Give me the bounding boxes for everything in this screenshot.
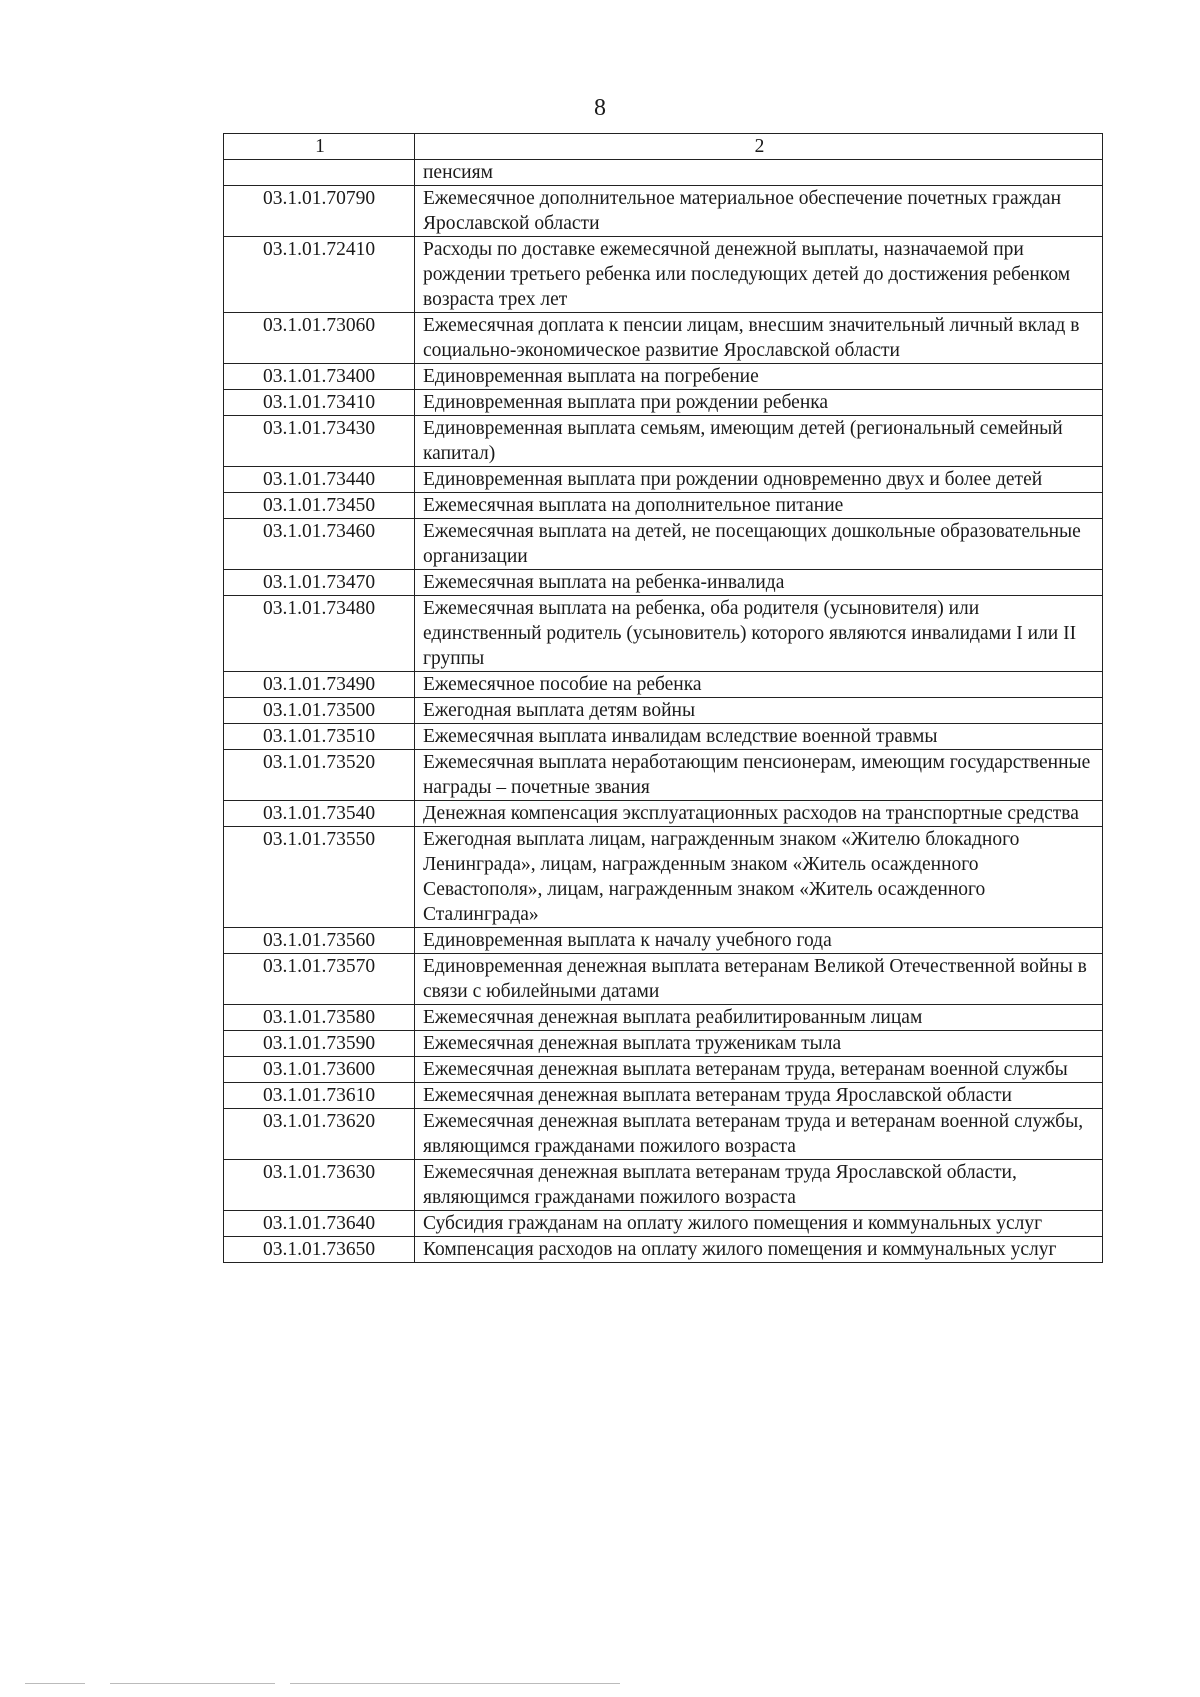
row-description: Ежемесячная выплата инвалидам вследствие военной травмы (415, 724, 1103, 750)
row-description: пенсиям (415, 160, 1103, 186)
row-code: 03.1.01.73590 (224, 1031, 415, 1057)
row-description: Ежемесячная денежная выплата ветеранам труда Ярославской области, являющимся гражданами пожилого возраста (415, 1160, 1103, 1211)
row-code: 03.1.01.73450 (224, 493, 415, 519)
row-code: 03.1.01.73600 (224, 1057, 415, 1083)
table-row (224, 313, 1103, 364)
row-description: Единовременная выплата семьям, имеющим детей (региональный семейный капитал) (415, 416, 1103, 467)
table-header-row (224, 134, 1103, 160)
row-description: Единовременная денежная выплата ветеранам Великой Отечественной войны в связи с юбилейными датами (415, 954, 1103, 1005)
table-row (224, 1083, 1103, 1109)
row-code: 03.1.01.73550 (224, 827, 415, 928)
row-description: Ежемесячное дополнительное материальное обеспечение почетных граждан Ярославской области (415, 186, 1103, 237)
row-description: Ежемесячная выплата неработающим пенсионерам, имеющим государственные награды – почетные звания (415, 750, 1103, 801)
row-description: Ежегодная выплата детям войны (415, 698, 1103, 724)
row-description: Единовременная выплата к началу учебного года (415, 928, 1103, 954)
row-description: Ежемесячная денежная выплата ветеранам труда, ветеранам военной службы (415, 1057, 1103, 1083)
table-row (224, 467, 1103, 493)
table-row (224, 1211, 1103, 1237)
table-row (224, 186, 1103, 237)
row-description: Единовременная выплата при рождении ребенка (415, 390, 1103, 416)
scan-artifact-line (290, 1683, 620, 1684)
table-row (224, 390, 1103, 416)
row-description: Компенсация расходов на оплату жилого помещения и коммунальных услуг (415, 1237, 1103, 1263)
row-code (224, 160, 415, 186)
row-code: 03.1.01.70790 (224, 186, 415, 237)
table-row (224, 1109, 1103, 1160)
table-row (224, 672, 1103, 698)
row-description: Единовременная выплата на погребение (415, 364, 1103, 390)
table-row (224, 1237, 1103, 1263)
row-description: Ежемесячная доплата к пенсии лицам, внесшим значительный личный вклад в социально-экономическое развитие Ярославской области (415, 313, 1103, 364)
table-row (224, 954, 1103, 1005)
table-row (224, 724, 1103, 750)
row-description: Ежегодная выплата лицам, награжденным знаком «Жителю блокадного Ленинграда», лицам, награжденным знаком «Житель осажденного Севастополя», лицам, награжденным знаком «Житель осажденного Сталинграда» (415, 827, 1103, 928)
table-row (224, 364, 1103, 390)
row-description: Ежемесячная выплата на ребенка, оба родителя (усыновителя) или единственный родитель (усыновитель) которого являются инвалидами I или II группы (415, 596, 1103, 672)
row-code: 03.1.01.73440 (224, 467, 415, 493)
table-row (224, 698, 1103, 724)
row-description: Расходы по доставке ежемесячной денежной выплаты, назначаемой при рождении третьего ребенка или последующих детей до достижения ребенком возраста трех лет (415, 237, 1103, 313)
row-description: Денежная компенсация эксплуатационных расходов на транспортные средства (415, 801, 1103, 827)
row-code: 03.1.01.73490 (224, 672, 415, 698)
row-code: 03.1.01.73520 (224, 750, 415, 801)
table-row (224, 416, 1103, 467)
row-code: 03.1.01.73410 (224, 390, 415, 416)
row-code: 03.1.01.73400 (224, 364, 415, 390)
table-row (224, 750, 1103, 801)
table-row (224, 160, 1103, 186)
row-code: 03.1.01.73640 (224, 1211, 415, 1237)
row-description: Ежемесячное пособие на ребенка (415, 672, 1103, 698)
table-body (224, 134, 1103, 1263)
table-row (224, 928, 1103, 954)
table-row (224, 237, 1103, 313)
table-row (224, 1005, 1103, 1031)
scan-artifact-line (25, 1683, 85, 1684)
table-row (224, 570, 1103, 596)
table-row (224, 801, 1103, 827)
row-code: 03.1.01.73620 (224, 1109, 415, 1160)
table-row (224, 1057, 1103, 1083)
row-code: 03.1.01.73630 (224, 1160, 415, 1211)
row-description: Ежемесячная выплата на детей, не посещающих дошкольные образовательные организации (415, 519, 1103, 570)
table-row (224, 827, 1103, 928)
row-code: 03.1.01.73560 (224, 928, 415, 954)
row-code: 03.1.01.73060 (224, 313, 415, 364)
table-row (224, 1031, 1103, 1057)
row-description: Ежемесячная денежная выплата труженикам тыла (415, 1031, 1103, 1057)
row-code: 03.1.01.73470 (224, 570, 415, 596)
column-header-1: 1 (224, 134, 415, 160)
row-code: 03.1.01.73480 (224, 596, 415, 672)
row-code: 03.1.01.73540 (224, 801, 415, 827)
column-header-2: 2 (415, 134, 1103, 160)
row-description: Ежемесячная выплата на ребенка-инвалида (415, 570, 1103, 596)
row-code: 03.1.01.73460 (224, 519, 415, 570)
row-code: 03.1.01.73570 (224, 954, 415, 1005)
row-code: 03.1.01.73510 (224, 724, 415, 750)
row-code: 03.1.01.73580 (224, 1005, 415, 1031)
row-description: Ежемесячная денежная выплата ветеранам труда Ярославской области (415, 1083, 1103, 1109)
row-description: Единовременная выплата при рождении одновременно двух и более детей (415, 467, 1103, 493)
table-row (224, 493, 1103, 519)
row-code: 03.1.01.72410 (224, 237, 415, 313)
table-row (224, 596, 1103, 672)
row-code: 03.1.01.73610 (224, 1083, 415, 1109)
page-number: 8 (594, 95, 606, 121)
table-row (224, 1160, 1103, 1211)
row-description: Ежемесячная денежная выплата реабилитированным лицам (415, 1005, 1103, 1031)
row-description: Ежемесячная выплата на дополнительное питание (415, 493, 1103, 519)
budget-codes-table (223, 133, 1103, 1263)
row-code: 03.1.01.73650 (224, 1237, 415, 1263)
scan-artifact-line (110, 1683, 275, 1684)
table-row (224, 519, 1103, 570)
row-code: 03.1.01.73430 (224, 416, 415, 467)
row-description: Ежемесячная денежная выплата ветеранам труда и ветеранам военной службы, являющимся гражданами пожилого возраста (415, 1109, 1103, 1160)
row-description: Субсидия гражданам на оплату жилого помещения и коммунальных услуг (415, 1211, 1103, 1237)
row-code: 03.1.01.73500 (224, 698, 415, 724)
